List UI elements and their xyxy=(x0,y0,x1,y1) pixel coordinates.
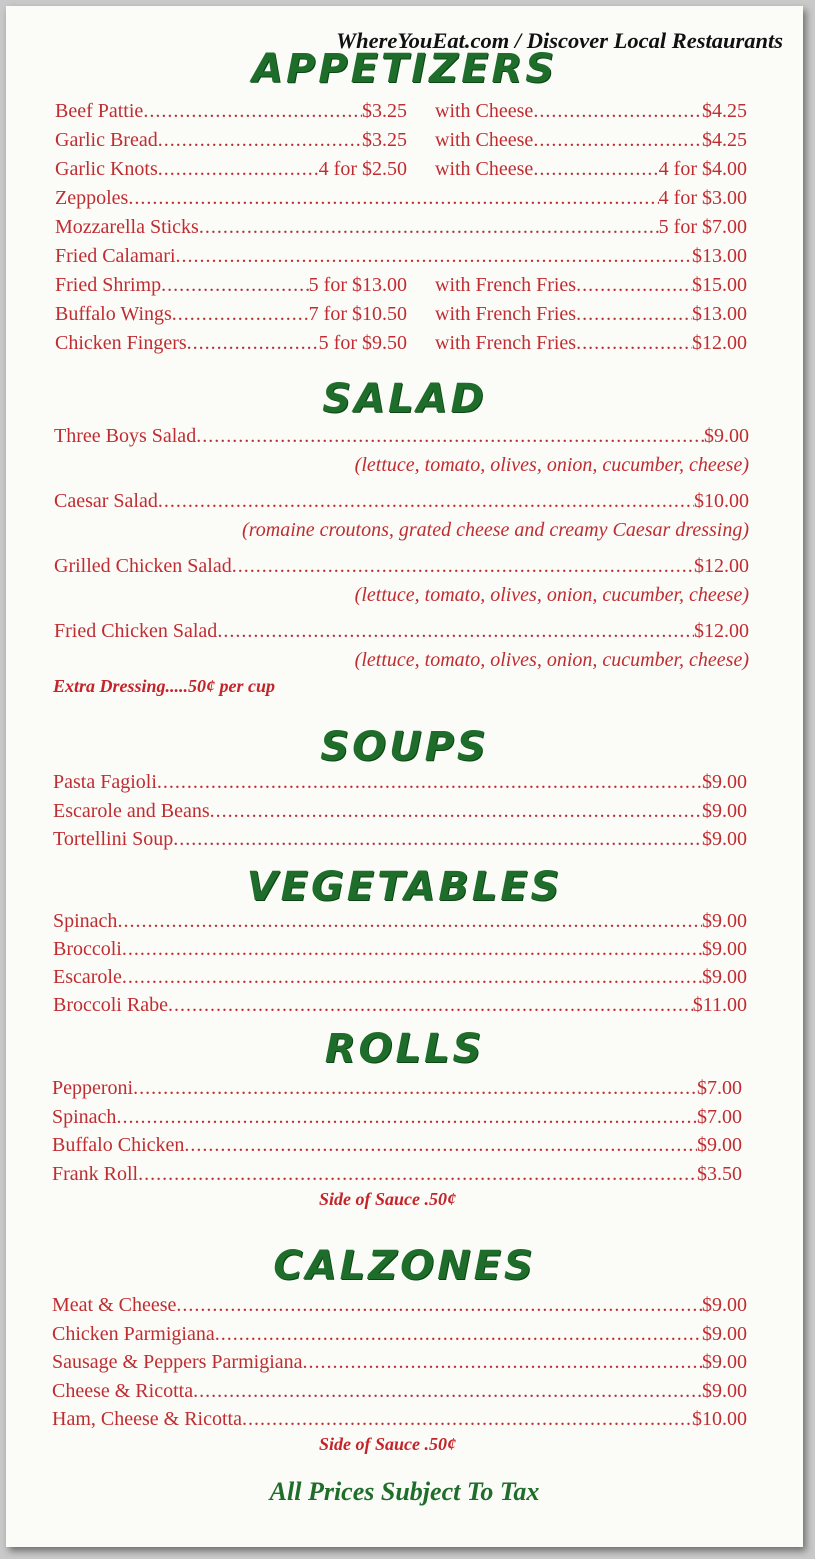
dot-leader xyxy=(187,332,319,355)
dot-leader xyxy=(172,303,309,326)
dot-leader xyxy=(122,966,702,989)
extra-name: with French Fries xyxy=(435,332,577,354)
extra-name: with Cheese xyxy=(435,129,534,151)
dot-leader xyxy=(232,555,694,578)
extra-price: $15.00 xyxy=(692,274,747,296)
item-name: Pepperoni xyxy=(52,1077,134,1099)
item-name: Three Boys Salad xyxy=(54,425,197,447)
item-name: Spinach xyxy=(52,1106,117,1128)
dot-leader xyxy=(122,938,702,961)
side-of-sauce-note: Side of Sauce .50¢ xyxy=(319,1189,456,1209)
item-price: $3.25 xyxy=(362,129,407,151)
menu-item xyxy=(55,187,747,213)
item-price: $9.00 xyxy=(702,828,747,850)
item-name: Beef Pattie xyxy=(55,100,144,122)
menu-item-extra xyxy=(435,129,747,155)
item-price: $9.00 xyxy=(702,800,747,822)
rolls-heading: ROLLS xyxy=(324,1026,485,1072)
extra-price: $4.25 xyxy=(702,100,747,122)
dot-leader xyxy=(133,1077,697,1100)
dot-leader xyxy=(176,1294,702,1317)
item-price: $9.00 xyxy=(702,771,747,793)
menu-item xyxy=(52,1351,747,1377)
item-price: $9.00 xyxy=(702,1380,747,1402)
dot-leader xyxy=(143,100,362,123)
item-price: 5 for $9.50 xyxy=(318,332,407,354)
dot-leader xyxy=(196,425,704,448)
item-description: (lettuce, tomato, olives, onion, cucumber, cheese) xyxy=(354,454,749,476)
extra-name: with Cheese xyxy=(435,158,534,180)
dot-leader xyxy=(173,828,702,851)
menu-item xyxy=(55,274,407,300)
item-name: Garlic Bread xyxy=(55,129,158,151)
dot-leader xyxy=(138,1163,697,1186)
dot-leader xyxy=(215,1323,702,1346)
item-price: $9.00 xyxy=(702,1323,747,1345)
item-name: Escarole xyxy=(53,966,122,988)
item-name: Spinach xyxy=(53,910,118,932)
menu-item xyxy=(52,1106,742,1132)
item-name: Chicken Parmigiana xyxy=(52,1323,215,1345)
item-price: $7.00 xyxy=(697,1077,742,1099)
item-price: $9.00 xyxy=(702,938,747,960)
item-price: 5 for $13.00 xyxy=(308,274,407,296)
extra-name: with Cheese xyxy=(435,100,534,122)
menu-item xyxy=(53,938,747,964)
dot-leader xyxy=(184,1134,697,1157)
dot-leader xyxy=(158,129,362,152)
item-price: $9.00 xyxy=(702,966,747,988)
item-name: Tortellini Soup xyxy=(53,828,174,850)
extra-price: $4.25 xyxy=(702,129,747,151)
dot-leader xyxy=(116,1106,697,1129)
menu-item xyxy=(53,828,747,854)
item-name: Grilled Chicken Salad xyxy=(54,555,232,577)
item-name: Escarole and Beans xyxy=(53,800,210,822)
dot-leader xyxy=(128,187,658,210)
item-price: 4 for $3.00 xyxy=(658,187,747,209)
side-of-sauce-note: Side of Sauce .50¢ xyxy=(319,1434,456,1454)
item-price: $9.00 xyxy=(697,1134,742,1156)
dot-leader xyxy=(158,158,319,181)
appetizers-heading: APPETIZERS xyxy=(251,46,558,92)
extra-dressing-note: Extra Dressing.....50¢ per cup xyxy=(53,676,276,696)
dot-leader xyxy=(576,274,692,297)
menu-item xyxy=(55,158,407,184)
dot-leader xyxy=(210,800,702,823)
extra-price: $12.00 xyxy=(692,332,747,354)
dot-leader xyxy=(168,994,693,1017)
dot-leader xyxy=(533,100,702,123)
menu-item xyxy=(54,620,749,646)
menu-item-extra xyxy=(435,303,747,329)
item-description: (lettuce, tomato, olives, onion, cucumber, cheese) xyxy=(354,584,749,606)
dot-leader xyxy=(533,129,702,152)
item-price: $7.00 xyxy=(697,1106,742,1128)
item-price: $9.00 xyxy=(702,910,747,932)
dot-leader xyxy=(158,490,694,513)
item-price: $11.00 xyxy=(692,994,747,1016)
item-name: Fried Chicken Salad xyxy=(54,620,218,642)
menu-item xyxy=(55,245,747,271)
menu-page xyxy=(6,6,803,1547)
menu-item xyxy=(53,966,747,992)
item-price: $9.00 xyxy=(702,1351,747,1373)
item-price: $10.00 xyxy=(692,1408,747,1430)
tax-notice: All Prices Subject To Tax xyxy=(269,1477,540,1506)
soups-heading: SOUPS xyxy=(320,724,489,770)
item-name: Garlic Knots xyxy=(55,158,158,180)
dot-leader xyxy=(217,620,694,643)
item-price: 7 for $10.50 xyxy=(308,303,407,325)
dot-leader xyxy=(242,1408,692,1431)
item-name: Ham, Cheese & Ricotta xyxy=(52,1408,242,1430)
menu-item xyxy=(54,425,749,451)
item-name: Broccoli Rabe xyxy=(53,994,168,1016)
item-price: 5 for $7.00 xyxy=(658,216,747,238)
menu-item xyxy=(55,100,407,126)
item-price: $9.00 xyxy=(702,1294,747,1316)
dot-leader xyxy=(161,274,309,297)
menu-item xyxy=(53,994,747,1020)
dot-leader xyxy=(199,216,659,239)
item-name: Sausage & Peppers Parmigiana xyxy=(52,1351,303,1373)
menu-item xyxy=(52,1380,747,1406)
menu-item xyxy=(55,216,747,242)
item-name: Caesar Salad xyxy=(54,490,158,512)
item-name: Broccoli xyxy=(53,938,122,960)
menu-item xyxy=(52,1163,742,1189)
salad-heading: SALAD xyxy=(322,376,487,422)
menu-item xyxy=(52,1323,747,1349)
menu-item-extra xyxy=(435,100,747,126)
item-name: Frank Roll xyxy=(52,1163,139,1185)
menu-item xyxy=(54,490,749,516)
item-price: $10.00 xyxy=(694,490,749,512)
item-name: Buffalo Chicken xyxy=(52,1134,185,1156)
menu-item xyxy=(54,555,749,581)
item-price: $3.25 xyxy=(362,100,407,122)
extra-price: 4 for $4.00 xyxy=(658,158,747,180)
menu-item xyxy=(53,910,747,936)
item-price: $9.00 xyxy=(704,425,749,447)
menu-item xyxy=(52,1294,747,1320)
item-price: $12.00 xyxy=(694,620,749,642)
item-description: (romaine croutons, grated cheese and creamy Caesar dressing) xyxy=(242,519,749,541)
site-watermark: WhereYouEat.com / Discover Local Restaurants xyxy=(336,28,783,53)
menu-item xyxy=(52,1134,742,1160)
dot-leader xyxy=(193,1380,702,1403)
item-name: Meat & Cheese xyxy=(52,1294,177,1316)
menu-item xyxy=(53,771,747,797)
dot-leader xyxy=(303,1351,703,1374)
extra-name: with French Fries xyxy=(435,274,577,296)
item-price: $13.00 xyxy=(692,245,747,267)
dot-leader xyxy=(176,245,692,268)
extra-name: with French Fries xyxy=(435,303,577,325)
item-name: Cheese & Ricotta xyxy=(52,1380,194,1402)
menu-item-extra xyxy=(435,274,747,300)
menu-item xyxy=(55,303,407,329)
item-name: Fried Shrimp xyxy=(55,274,162,296)
menu-item xyxy=(55,129,407,155)
menu-item-extra xyxy=(435,332,747,358)
menu-item-extra xyxy=(435,158,747,184)
dot-leader xyxy=(576,303,692,326)
item-price: $3.50 xyxy=(697,1163,742,1185)
item-description: (lettuce, tomato, olives, onion, cucumber, cheese) xyxy=(354,649,749,671)
item-name: Chicken Fingers xyxy=(55,332,187,354)
menu-item xyxy=(53,800,747,826)
menu-item xyxy=(55,332,407,358)
item-name: Fried Calamari xyxy=(55,245,176,267)
extra-price: $13.00 xyxy=(692,303,747,325)
dot-leader xyxy=(157,771,702,794)
item-price: 4 for $2.50 xyxy=(318,158,407,180)
dot-leader xyxy=(576,332,692,355)
item-name: Mozzarella Sticks xyxy=(55,216,199,238)
menu-item xyxy=(52,1408,747,1434)
item-price: $12.00 xyxy=(694,555,749,577)
dot-leader xyxy=(117,910,702,933)
calzones-heading: CALZONES xyxy=(273,1243,536,1289)
dot-leader xyxy=(533,158,658,181)
menu-item xyxy=(52,1077,742,1103)
item-name: Pasta Fagioli xyxy=(53,771,157,793)
item-name: Buffalo Wings xyxy=(55,303,172,325)
vegetables-heading: VEGETABLES xyxy=(246,864,563,910)
item-name: Zeppoles xyxy=(55,187,129,209)
